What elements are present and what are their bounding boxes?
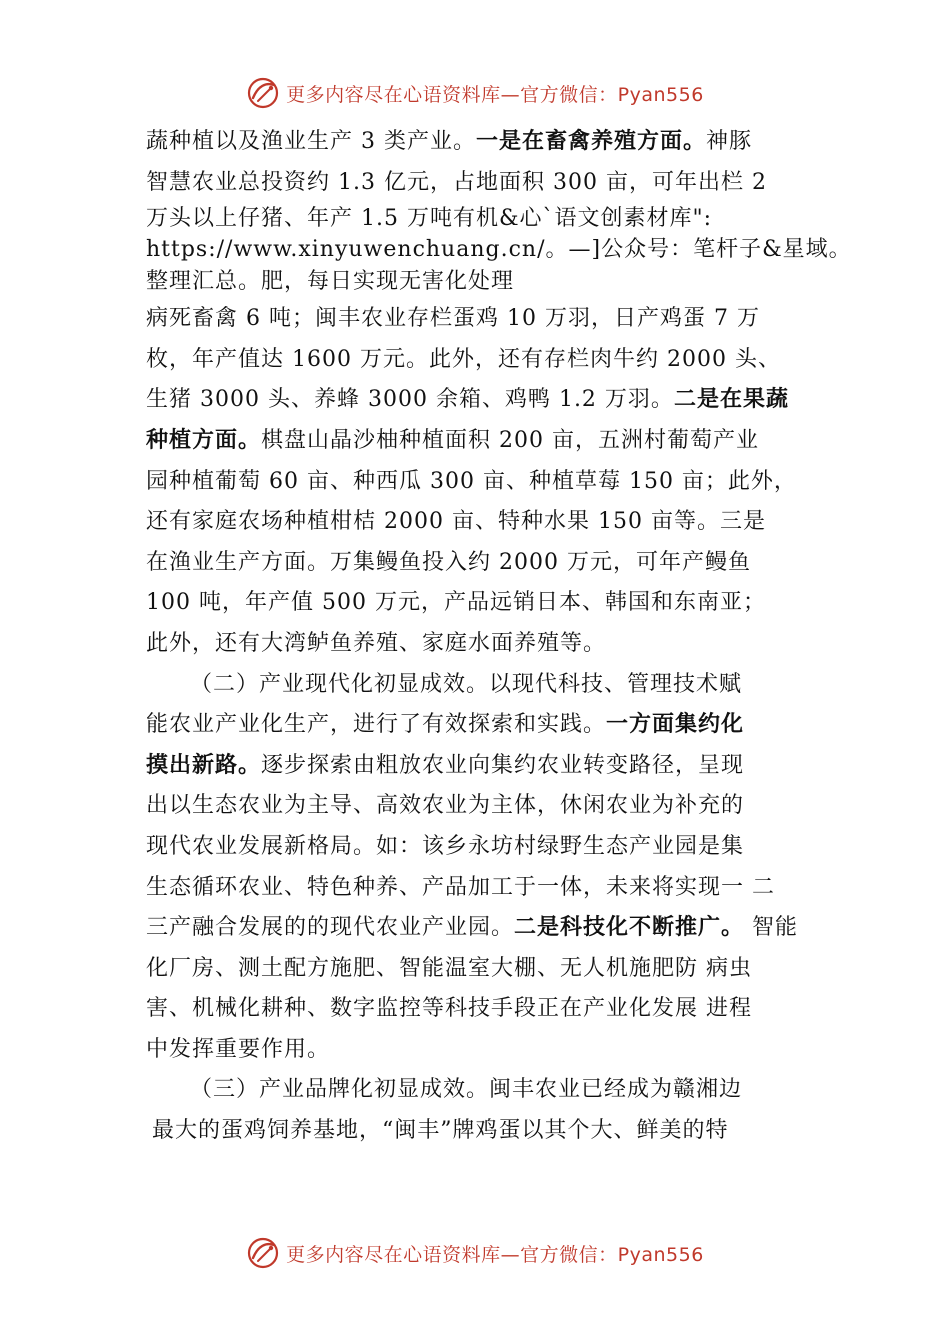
text-segment: 此外，还有大湾鲈鱼养殖、家庭水面养殖等。 bbox=[146, 630, 607, 656]
bold-text-segment: 摸出新路。 bbox=[146, 752, 262, 778]
text-segment: 万头以上仔猪、年产 1.5 万吨有机&心`语文创素材库": bbox=[146, 206, 713, 232]
text-line bbox=[146, 203, 846, 234]
text-line bbox=[146, 234, 852, 265]
text-segment: 病死畜禽 6 吨；闽丰农业存栏蛋鸡 10 万羽，日产鸡蛋 7 万 bbox=[146, 306, 760, 332]
text-line bbox=[146, 868, 846, 909]
text-segment: 生猪 3000 头、养蜂 3000 余箱、鸡鸭 1.2 万羽。 bbox=[146, 387, 674, 413]
text-line bbox=[146, 949, 846, 990]
text-line bbox=[146, 583, 846, 624]
text-line bbox=[146, 462, 846, 503]
text-segment: 智慧农业总投资约 1.3 亿元，占地面积 300 亩，可年出栏 2 bbox=[146, 169, 767, 195]
text-segment: 整理汇总。肥，每日实现无害化处理 bbox=[146, 269, 515, 295]
section-heading-line bbox=[146, 665, 846, 706]
text-segment: 智能 bbox=[744, 915, 799, 941]
text-segment: 出以生态农业为主导、高效农业为主体，休闲农业为补充的 bbox=[146, 793, 745, 819]
text-segment: 化厂房、测土配方施肥、智能温室大棚、无人机施肥防 病虫 bbox=[146, 955, 752, 981]
text-line bbox=[146, 163, 846, 204]
text-segment: 在渔业生产方面。万集鳗鱼投入约 2000 万元，可年产鳗鱼 bbox=[146, 549, 751, 575]
text-segment: （三）产业品牌化初显成效。闽丰农业已经成为赣湘边 bbox=[190, 1077, 743, 1103]
text-line bbox=[146, 786, 846, 827]
text-line bbox=[146, 1030, 846, 1071]
text-line bbox=[146, 340, 846, 381]
text-line bbox=[146, 989, 846, 1030]
text-segment: 最大的蛋鸡饲养基地，“闽丰”牌鸡蛋以其个大、鲜美的特 bbox=[152, 1118, 729, 1144]
text-segment: 逐步探索由粗放农业向集约农业转变路径，呈现 bbox=[261, 752, 745, 778]
header-banner bbox=[0, 73, 950, 113]
text-segment: https://www.xinyuwenchuang.cn/。—]公众号：笔杆子&星域。 bbox=[146, 237, 852, 263]
text-line bbox=[146, 502, 846, 543]
seal-logo-icon bbox=[246, 1236, 280, 1270]
text-segment: 现代农业发展新格局。如：该乡永坊村绿野生态产业园是集 bbox=[146, 833, 745, 859]
text-segment: （二）产业现代化初显成效。以现代科技、管理技术赋 bbox=[190, 671, 743, 697]
text-line bbox=[146, 543, 846, 584]
text-segment: 还有家庭农场种植柑桔 2000 亩、特种水果 150 亩等。三是 bbox=[146, 509, 766, 535]
footer-banner bbox=[0, 1233, 950, 1273]
section-heading-line bbox=[146, 1070, 846, 1111]
text-segment: 害、机械化耕种、数字监控等科技手段正在产业化发展 进程 bbox=[146, 996, 752, 1022]
bold-text-segment: 二是在果蔬 bbox=[673, 387, 789, 413]
text-line bbox=[146, 746, 846, 787]
text-line bbox=[146, 380, 846, 421]
text-line bbox=[146, 421, 846, 462]
text-segment: 生态循环农业、特色种养、产品加工于一体，未来将实现一 二 bbox=[146, 874, 775, 900]
bold-text-segment: 一方面集约化 bbox=[606, 712, 745, 738]
text-line bbox=[146, 705, 846, 746]
document-body bbox=[146, 122, 852, 1152]
seal-logo-icon bbox=[246, 76, 280, 110]
text-line bbox=[146, 827, 846, 868]
bold-text-segment: 二是科技化不断推广。 bbox=[514, 915, 745, 941]
header-banner-text: 更多内容尽在心语资料库—官方微信：Pyan556 bbox=[286, 83, 704, 106]
text-segment: 中发挥重要作用。 bbox=[146, 1036, 331, 1062]
text-segment: 能农业产业化生产，进行了有效探索和实践。 bbox=[146, 712, 607, 738]
text-segment: 枚，年产值达 1600 万元。此外，还有存栏肉牛约 2000 头、 bbox=[146, 346, 781, 372]
bold-text-segment: 种植方面。 bbox=[146, 427, 262, 453]
text-line bbox=[146, 908, 846, 949]
text-line bbox=[146, 265, 846, 299]
text-segment: 神豚 bbox=[706, 129, 753, 154]
text-line bbox=[146, 624, 846, 665]
text-segment: 园种植葡萄 60 亩、种西瓜 300 亩、种植草莓 150 亩；此外， bbox=[146, 468, 797, 494]
text-line bbox=[146, 122, 846, 163]
footer-banner-text: 更多内容尽在心语资料库—官方微信：Pyan556 bbox=[286, 1243, 704, 1266]
text-segment: 三产融合发展的的现代农业产业园。 bbox=[146, 915, 515, 941]
text-line bbox=[146, 299, 846, 340]
text-segment: 蔬种植以及渔业生产 3 类产业。 bbox=[146, 129, 476, 154]
bold-text-segment: 一是在畜禽养殖方面。 bbox=[475, 129, 706, 154]
text-segment: 棋盘山晶沙柚种植面积 200 亩，五洲村葡萄产业 bbox=[261, 427, 759, 453]
text-segment: 100 吨，年产值 500 万元，产品远销日本、韩国和东南亚； bbox=[146, 590, 766, 616]
text-line bbox=[146, 1111, 846, 1152]
